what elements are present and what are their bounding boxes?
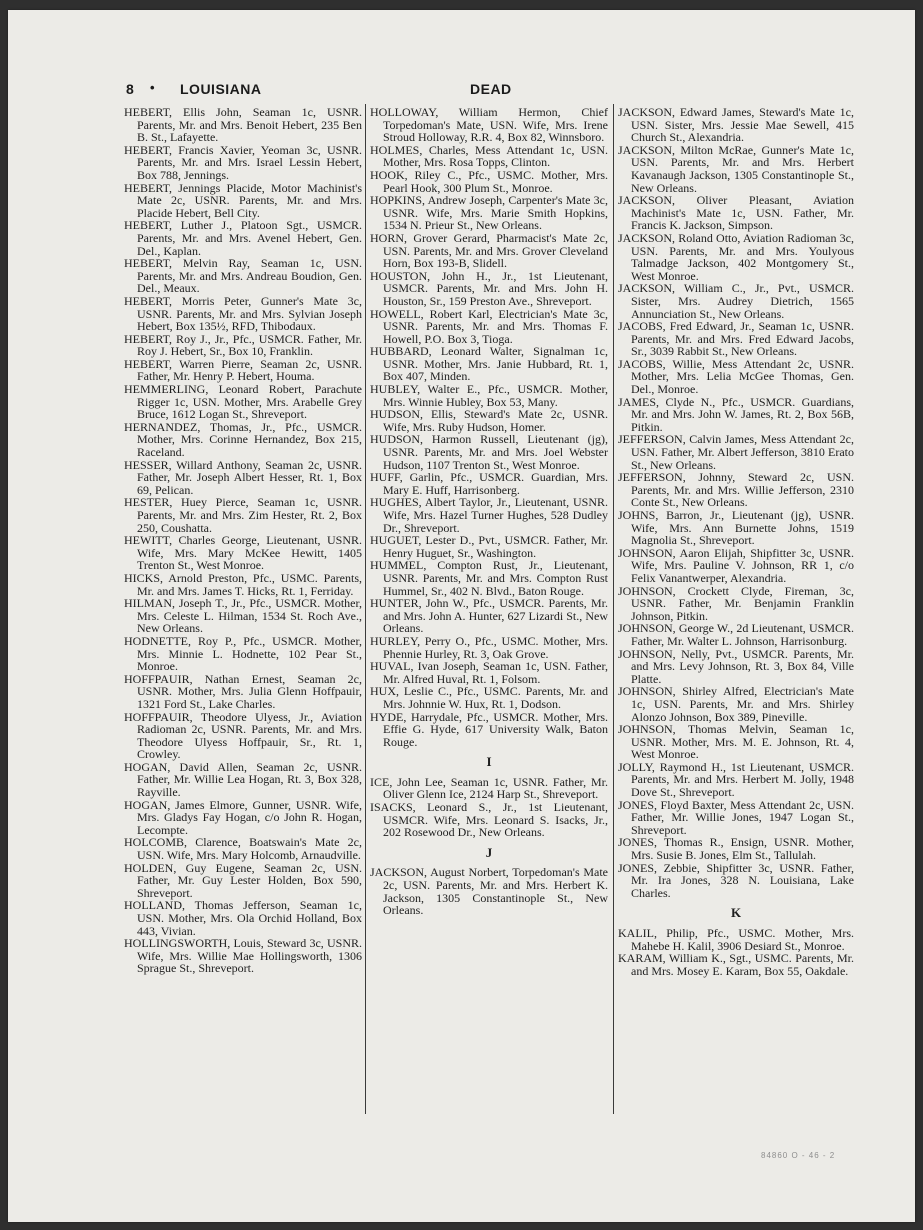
casualty-entry: HUGUET, Lester D., Pvt., USMCR. Father, Mr. Henry Huguet, Sr., Washington. [370, 533, 608, 560]
casualty-entry: HEBERT, Warren Pierre, Seaman 2c, USNR. Father, Mr. Henry P. Hebert, Houma. [124, 356, 362, 384]
letter-heading-k: K [730, 905, 742, 921]
casualty-entry: JOHNSON, Shirley Alfred, Electrician's Mate 1c, USN. Parents, Mr. and Mrs. Shirley Alonzo Johnson, Box 389, Pineville. [618, 684, 854, 724]
print-code: 84860 O - 46 - 2 [761, 1151, 836, 1160]
casualty-entry: HEBERT, Ellis John, Seaman 1c, USNR. Parents, Mr. and Mrs. Benoit Hebert, 235 Ben B. St., Lafayette. [124, 105, 362, 145]
casualty-entry: HUVAL, Ivan Joseph, Seaman 1c, USN. Father, Mr. Alfred Huval, Rt. 1, Folsom. [370, 659, 608, 686]
casualty-entry: JACOBS, Fred Edward, Jr., Seaman 1c, USNR. Parents, Mr. and Mrs. Fred Edward Jacobs, Sr., 3039 Rabbit St., New Orleans. [618, 319, 854, 359]
casualty-entry: HEBERT, Jennings Placide, Motor Machinist's Mate 2c, USNR. Parents, Mr. and Mrs. Placide Hebert, Bell City. [124, 180, 362, 220]
casualty-entry: HEMMERLING, Leonard Robert, Parachute Rigger 1c, USN. Mother, Mrs. Arabelle Grey Bruce, 1612 Logan St., Shreveport. [124, 382, 362, 422]
casualty-entry: JACKSON, Oliver Pleasant, Aviation Machinist's Mate 1c, USN. Father, Mr. Francis K. Jackson, Simpson. [618, 193, 854, 233]
casualty-entry: JOHNSON, Crockett Clyde, Fireman, 3c, USNR. Father, Mr. Benjamin Franklin Johnson, Pitkin. [618, 583, 854, 623]
casualty-entry: HOGAN, James Elmore, Gunner, USNR. Wife, Mrs. Gladys Fay Hogan, c/o John R. Hogan, Lecompte. [124, 797, 362, 837]
casualty-entry: HUNTER, John W., Pfc., USMCR. Parents, Mr. and Mrs. John A. Hunter, 627 Lizardi St., New Orleans. [370, 596, 608, 636]
casualty-entry: HUDSON, Ellis, Steward's Mate 2c, USNR. Wife, Mrs. Ruby Hudson, Homer. [370, 407, 608, 434]
casualty-entry: HORN, Grover Gerard, Pharmacist's Mate 2c, USN. Parents, Mr. and Mrs. Grover Cleveland Horn, Box 193-B, Slidell. [370, 230, 608, 271]
casualty-entry: JEFFERSON, Calvin James, Mess Attendant 2c, USN. Father, Mr. Albert Jefferson, 3810 Erato St., New Orleans. [618, 432, 854, 472]
state-heading: LOUISIANA [180, 81, 262, 97]
page-number: 8 [126, 81, 134, 97]
casualty-entry: JACKSON, August Norbert, Torpedoman's Mate 2c, USN. Parents, Mr. and Mrs. Herbert K. Jackson, 1305 Constantinople St., New Orleans. [370, 865, 608, 918]
casualty-entry: HOLLOWAY, William Hermon, Chief Torpedoman's Mate, USN. Wife, Mrs. Irene Stroud Holloway, R.R. 4, Box 82, Winnsboro. [370, 105, 608, 145]
casualty-entry: HEBERT, Luther J., Platoon Sgt., USMCR. Parents, Mr. and Mrs. Avenel Hebert, Gen. Del., Kaplan. [124, 218, 362, 258]
casualty-entry: HESSER, Willard Anthony, Seaman 2c, USNR. Father, Mr. Joseph Albert Hesser, Rt. 1, Box 69, Pelican. [124, 457, 362, 497]
casualty-entry: HEBERT, Melvin Ray, Seaman 1c, USN. Parents, Mr. and Mrs. Andreau Boudion, Gen. Del., Meaux. [124, 256, 362, 296]
document-page [8, 10, 915, 1222]
column-1 [124, 106, 362, 975]
casualty-entry: HOOK, Riley C., Pfc., USMC. Mother, Mrs. Pearl Hook, 300 Plum St., Monroe. [370, 167, 608, 195]
casualty-entry: HOLDEN, Guy Eugene, Seaman 2c, USN. Father, Mr. Guy Lester Holden, Box 590, Shreveport. [124, 860, 362, 900]
casualty-entry: JACKSON, Edward James, Steward's Mate 1c, USN. Sister, Mrs. Jessie Mae Sewell, 415 Church St., Alexandria. [618, 105, 854, 145]
casualty-entry: HOLMES, Charles, Mess Attendant 1c, USN. Mother, Mrs. Rosa Topps, Clinton. [370, 142, 608, 170]
casualty-entry: HOUSTON, John H., Jr., 1st Lieutenant, USMCR. Parents, Mr. and Mrs. John H. Houston, Sr., 159 Preston Ave., Shreveport. [370, 268, 608, 308]
column-divider [613, 104, 614, 1114]
casualty-entry: HEBERT, Francis Xavier, Yeoman 3c, USNR. Parents, Mr. and Mrs. Israel Lessin Hebert, Box 788, Jennings. [124, 142, 362, 182]
letter-heading-j: J [485, 844, 493, 860]
page-header [126, 81, 852, 101]
casualty-entry: HESTER, Huey Pierce, Seaman 1c, USNR. Parents, Mr. and Mrs. Zim Hester, Rt. 2, Box 250, Coushatta. [124, 495, 362, 535]
column-divider [365, 104, 366, 1114]
section-heading: DEAD [470, 81, 512, 97]
casualty-entry: HOGAN, David Allen, Seaman 2c, USNR. Father, Mr. Willie Lea Hogan, Rt. 3, Box 328, Rayville. [124, 759, 362, 800]
casualty-entry: JACKSON, Milton McRae, Gunner's Mate 1c, USN. Parents, Mr. and Mrs. Herbert Kavanaugh Jackson, 1305 Constantinople St., New Orleans. [618, 142, 854, 195]
casualty-entry: JACKSON, Roland Otto, Aviation Radioman 3c, USN. Parents, Mr. and Mrs. Youlyous Talmadge Jackson, 402 Montgomery St., West Monroe. [618, 230, 854, 283]
casualty-entry: JOHNS, Barron, Jr., Lieutenant (jg), USNR. Wife, Mrs. Ann Burnette Johns, 1519 Magnolia St., Shreveport. [618, 508, 854, 548]
casualty-entry: JOHNSON, Aaron Elijah, Shipfitter 3c, USNR. Wife, Mrs. Pauline V. Johnson, RR 1, c/o Felix Vanantwerper, Alexandria. [618, 545, 854, 585]
casualty-entry: HEBERT, Morris Peter, Gunner's Mate 3c, USNR. Parents, Mr. and Mrs. Sylvian Joseph Hebert, Box 135½, RFD, Thibodaux. [124, 293, 362, 334]
casualty-entry: HURLEY, Perry O., Pfc., USMC. Mother, Mrs. Phennie Hurley, Rt. 3, Oak Grove. [370, 633, 608, 661]
casualty-entry: HUBBARD, Leonard Walter, Signalman 1c, USNR. Mother, Mrs. Janie Hubbard, Rt. 1, Box 407, Minden. [370, 344, 608, 384]
casualty-entry: HERNANDEZ, Thomas, Jr., Pfc., USMCR. Mother, Mrs. Corinne Hernandez, Box 215, Raceland. [124, 419, 362, 460]
casualty-entry: JOHNSON, Thomas Melvin, Seaman 1c, USNR. Mother, Mrs. M. E. Johnson, Rt. 4, West Monroe. [618, 722, 854, 762]
casualty-entry: HUX, Leslie C., Pfc., USMC. Parents, Mr. and Mrs. Johnnie W. Hux, Rt. 1, Dodson. [370, 684, 608, 711]
casualty-entry: ICE, John Lee, Seaman 1c, USNR. Father, Mr. Oliver Glenn Ice, 2124 Harp St., Shreveport. [370, 774, 608, 802]
casualty-entry: HEWITT, Charles George, Lieutenant, USNR. Wife, Mrs. Mary McKee Hewitt, 1405 Trenton St., West Monroe. [124, 533, 362, 573]
casualty-entry: JEFFERSON, Johnny, Steward 2c, USN. Parents, Mr. and Mrs. Willie Jefferson, 2310 Conte St., New Orleans. [618, 470, 854, 510]
casualty-entry: HOLCOMB, Clarence, Boatswain's Mate 2c, USN. Wife, Mrs. Mary Holcomb, Arnaudville. [124, 835, 362, 863]
casualty-entry: JONES, Thomas R., Ensign, USNR. Mother, Mrs. Susie B. Jones, Elm St., Tallulah. [618, 835, 854, 863]
casualty-entry: HUGHES, Albert Taylor, Jr., Lieutenant, USNR. Wife, Mrs. Hazel Turner Hughes, 528 Dudley Dr., Shreveport. [370, 495, 608, 535]
casualty-entry: HUFF, Garlin, Pfc., USMCR. Guardian, Mrs. Mary E. Huff, Harrisonberg. [370, 470, 608, 497]
casualty-entry: HODNETTE, Roy P., Pfc., USMCR. Mother, Mrs. Minnie L. Hodnette, 102 Pear St., Monroe. [124, 633, 362, 674]
casualty-entry: KARAM, William K., Sgt., USMC. Parents, Mr. and Mrs. Mosey E. Karam, Box 55, Oakdale. [618, 951, 854, 978]
casualty-entry: JOHNSON, George W., 2d Lieutenant, USMCR. Father, Mr. Walter L. Johnson, Harrisonburg. [618, 621, 854, 648]
casualty-entry: JAMES, Clyde N., Pfc., USMCR. Guardians, Mr. and Mrs. John W. James, Rt. 2, Box 56B, Pitkin. [618, 394, 854, 434]
casualty-entry: HUMMEL, Compton Rust, Jr., Lieutenant, USNR. Parents, Mr. and Mrs. Compton Rust Hummel, Sr., 402 N. Blvd., Baton Rouge. [370, 558, 608, 598]
casualty-entry: ISACKS, Leonard S., Jr., 1st Lieutenant, USMCR. Wife, Mrs. Leonard S. Isacks, Jr., 202 Rosewood Dr., New Orleans. [370, 800, 608, 840]
letter-heading-i: I [486, 754, 492, 770]
casualty-entry: HEBERT, Roy J., Jr., Pfc., USMCR. Father, Mr. Roy J. Hebert, Sr., Box 10, Franklin. [124, 331, 362, 359]
casualty-entry: HUDSON, Harmon Russell, Lieutenant (jg), USNR. Parents, Mr. and Mrs. Joel Webster Hudson, 1107 Trenton St., West Monroe. [370, 432, 608, 472]
casualty-entry: JACKSON, William C., Jr., Pvt., USMCR. Sister, Mrs. Audrey Dietrich, 1565 Annunciation St., New Orleans. [618, 281, 854, 321]
casualty-entry: HOLLAND, Thomas Jefferson, Seaman 1c, USN. Mother, Mrs. Ola Orchid Holland, Box 443, Vivian. [124, 898, 362, 938]
column-3 [618, 106, 854, 977]
casualty-entry: HOFFPAUIR, Nathan Ernest, Seaman 2c, USNR. Mother, Mrs. Julia Glenn Hoffpauir, 1321 Ford St., Lake Charles. [124, 671, 362, 711]
casualty-entry: HOFFPAUIR, Theodore Ulyess, Jr., Aviation Radioman 2c, USNR. Parents, Mr. and Mrs. Theodore Ulyess Hoffpauir, Sr., Rt. 1, Crowley. [124, 709, 362, 762]
casualty-entry: HYDE, Harrydale, Pfc., USMCR. Mother, Mrs. Effie G. Hyde, 617 University Walk, Baton Rouge. [370, 709, 608, 749]
casualty-entry: JOHNSON, Nelly, Pvt., USMCR. Parents, Mr. and Mrs. Levy Johnson, Rt. 3, Box 84, Ville Platte. [618, 646, 854, 686]
casualty-entry: HOPKINS, Andrew Joseph, Carpenter's Mate 3c, USNR. Wife, Mrs. Marie Smith Hopkins, 1534 N. Prieur St., New Orleans. [370, 193, 608, 233]
header-bullet: • [150, 80, 155, 95]
column-2 [370, 106, 608, 917]
casualty-entry: HILMAN, Joseph T., Jr., Pfc., USMCR. Mother, Mrs. Celeste L. Hilman, 1534 St. Roch Ave., New Orleans. [124, 596, 362, 636]
casualty-entry: HUBLEY, Walter E., Pfc., USMCR. Mother, Mrs. Winnie Hubley, Box 53, Many. [370, 382, 608, 409]
casualty-entry: HICKS, Arnold Preston, Pfc., USMC. Parents, Mr. and Mrs. James T. Hicks, Rt. 1, Ferriday. [124, 570, 362, 598]
casualty-entry: JACOBS, Willie, Mess Attendant 2c, USNR. Mother, Mrs. Lelia McGee Thomas, Gen. Del., Monroe. [618, 356, 854, 397]
casualty-entry: JONES, Zebbie, Shipfitter 3c, USNR. Father, Mr. Ira Jones, 328 N. Louisiana, Lake Charles. [618, 860, 854, 900]
casualty-entry: JOLLY, Raymond H., 1st Lieutenant, USMCR. Parents, Mr. and Mrs. Herbert M. Jolly, 1948 Dove St., Shreveport. [618, 759, 854, 800]
casualty-entry: JONES, Floyd Baxter, Mess Attendant 2c, USN. Father, Mr. Willie Jones, 1947 Logan St., Shreveport. [618, 797, 854, 837]
casualty-entry: HOLLINGSWORTH, Louis, Steward 3c, USNR. Wife, Mrs. Willie Mae Hollingsworth, 1306 Sprague St., Shreveport. [124, 936, 362, 976]
casualty-entry: KALIL, Philip, Pfc., USMC. Mother, Mrs. Mahebe H. Kalil, 3906 Desiard St., Monroe. [618, 926, 854, 953]
casualty-entry: HOWELL, Robert Karl, Electrician's Mate 3c, USNR. Parents, Mr. and Mrs. Thomas F. Howell, P.O. Box 3, Tioga. [370, 306, 608, 346]
